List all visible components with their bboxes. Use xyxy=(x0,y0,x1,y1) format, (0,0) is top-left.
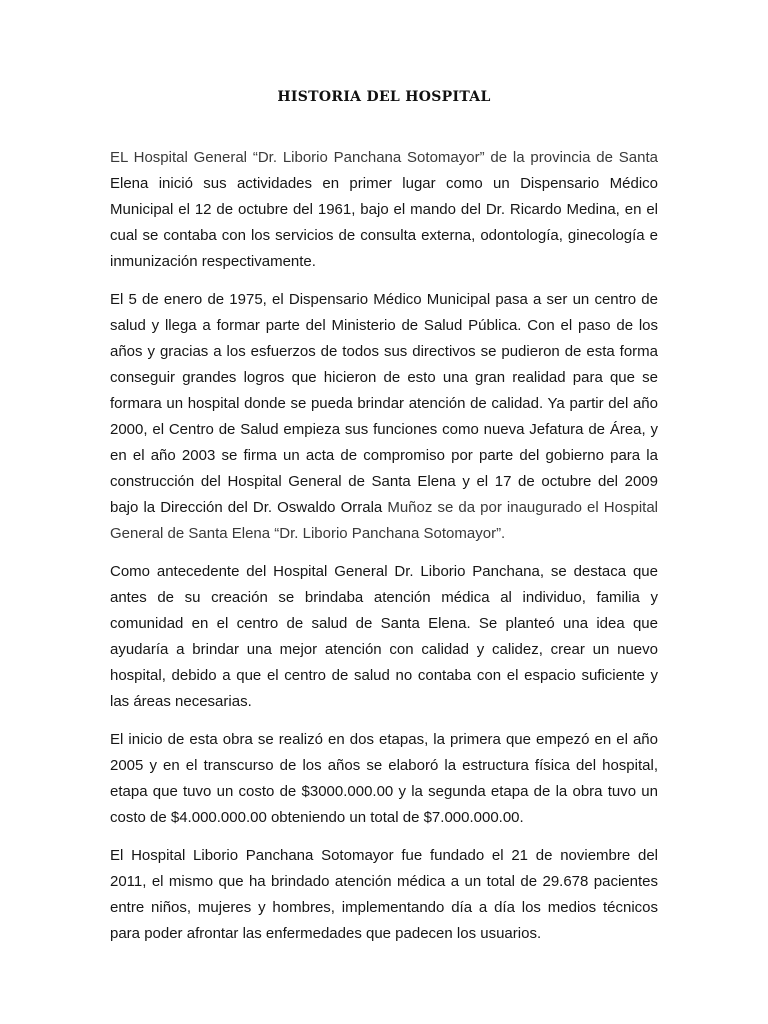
paragraph-5: El Hospital Liborio Panchana Sotomayor fue fundado el 21 de noviembre del 2011, el mismo que ha brindado atención médica a un total de 29.678 pacientes entre niños, mujeres y hombres, implementando día a día los medios técnicos para poder afrontar las enfermedades que padecen los usuarios. xyxy=(110,847,658,942)
paragraph-2 xyxy=(110,287,658,547)
paragraph-1-intro: EL Hospital General “Dr. Liborio Panchana Sotomayor” de la provincia de Santa xyxy=(110,149,658,166)
document-body xyxy=(110,145,658,959)
paragraph-3: Como antecedente del Hospital General Dr. Liborio Panchana, se destaca que antes de su creación se brindaba atención médica al individuo, familia y comunidad en el centro de salud de Santa Elena. Se planteó una idea que ayudaría a brindar una mejor atención con calidad y calidez, crear un nuevo hospital, debido a que el centro de salud no contaba con el espacio suficiente y las áreas necesarias. xyxy=(110,563,658,710)
paragraph-2-tail: Muñoz se da por inaugurado el Hospital General de Santa Elena “Dr. Liborio Panchana Sotomayor”. xyxy=(110,499,658,542)
paragraph-1-rest: Elena inició sus actividades en primer lugar como un Dispensario Médico Municipal el 12 de octubre del 1961, bajo el mando del Dr. Ricardo Medina, en el cual se contaba con los servicios de consulta externa, odontología, ginecología e inmunización respectivamente. xyxy=(110,175,658,270)
document-title: HISTORIA DEL HOSPITAL xyxy=(277,89,491,105)
paragraph-4: El inicio de esta obra se realizó en dos etapas, la primera que empezó en el año 2005 y en el transcurso de los años se elaboró la estructura física del hospital, etapa que tuvo un costo de $3000.000.00 y la segunda etapa de la obra tuvo un costo de $4.000.000.00 obteniendo un total de $7.000.000.00. xyxy=(110,731,658,826)
paragraph-1 xyxy=(110,145,658,275)
paragraph-2-main: El 5 de enero de 1975, el Dispensario Médico Municipal pasa a ser un centro de salud y llega a formar parte del Ministerio de Salud Pública. Con el paso de los años y gracias a los esfuerzos de todos sus directivos se pudieron de esta forma conseguir grandes logros que hicieron de esto una gran realidad para que se formara un hospital donde se pueda brindar atención de calidad. Ya partir del año 2000, el Centro de Salud empieza sus funciones como nueva Jefatura de Área, y en el año 2003 se firma un acta de compromiso por parte del gobierno para la construcción del Hospital General de Santa Elena y el 17 de octubre del 2009 bajo la Dirección del Dr. Oswaldo Orrala xyxy=(110,291,658,516)
